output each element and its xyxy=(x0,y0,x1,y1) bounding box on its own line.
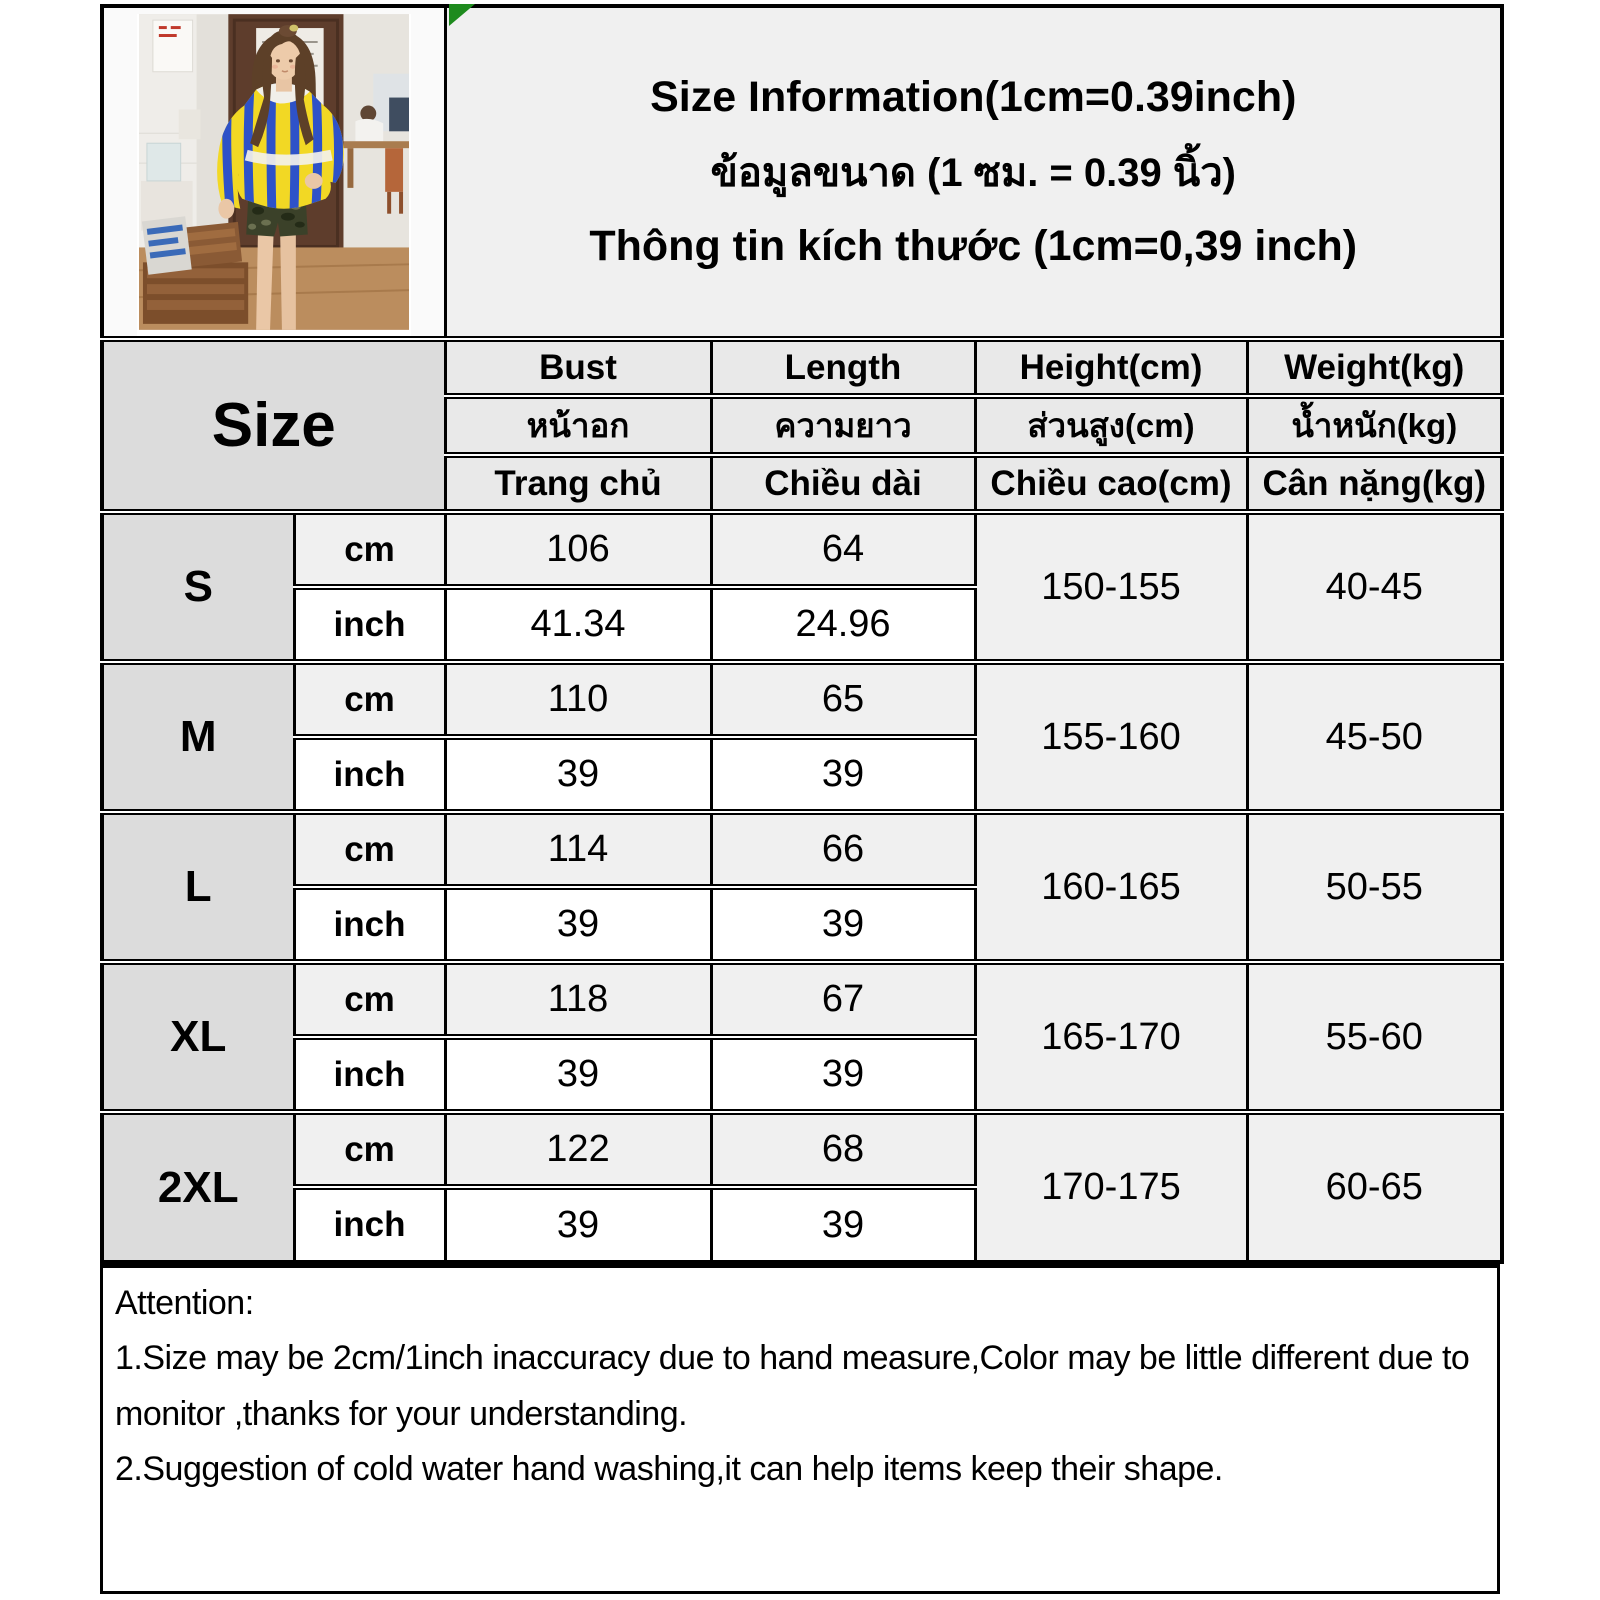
size-table xyxy=(100,4,1504,1264)
attention-note-2: 2.Suggestion of cold water hand washing,it can help items keep their shape. xyxy=(115,1450,1223,1489)
attention-title: Attention: xyxy=(115,1284,254,1322)
cell-l-length-cm: 66 xyxy=(711,812,975,887)
cell-2xl-weight: 60-65 xyxy=(1247,1112,1502,1262)
header-height-vi: Chiều cao(cm) xyxy=(975,455,1247,512)
unit-inch: inch xyxy=(294,1187,445,1262)
title-thai: ข้อมูลขนาด (1 ซม. = 0.39 นิ้ว) xyxy=(710,151,1236,195)
unit-cm: cm xyxy=(294,662,445,737)
unit-cm: cm xyxy=(294,512,445,587)
header-weight-th: น้ำหนัก(kg) xyxy=(1247,396,1502,455)
unit-cm: cm xyxy=(294,1112,445,1187)
cell-m-bust-inch: 39 xyxy=(445,737,711,812)
size-header: Size xyxy=(102,339,445,512)
product-photo-illustration xyxy=(139,14,409,330)
size-label-2xl: 2XL xyxy=(102,1112,294,1262)
unit-inch: inch xyxy=(294,737,445,812)
size-info-title-cell xyxy=(445,6,1502,339)
cell-xl-bust-inch: 39 xyxy=(445,1037,711,1112)
unit-inch: inch xyxy=(294,587,445,662)
cell-xl-length-inch: 39 xyxy=(711,1037,975,1112)
header-weight-vi: Cân nặng(kg) xyxy=(1247,455,1502,512)
cell-l-height: 160-165 xyxy=(975,812,1247,962)
cell-m-bust-cm: 110 xyxy=(445,662,711,737)
header-weight-en: Weight(kg) xyxy=(1247,339,1502,396)
cell-2xl-height: 170-175 xyxy=(975,1112,1247,1262)
header-bust-th: หน้าอก xyxy=(445,396,711,455)
cell-s-height: 150-155 xyxy=(975,512,1247,662)
unit-cm: cm xyxy=(294,962,445,1037)
header-length-th: ความยาว xyxy=(711,396,975,455)
header-bust-en: Bust xyxy=(445,339,711,396)
cell-l-length-inch: 39 xyxy=(711,887,975,962)
cell-m-length-inch: 39 xyxy=(711,737,975,812)
header-height-en: Height(cm) xyxy=(975,339,1247,396)
cell-s-bust-inch: 41.34 xyxy=(445,587,711,662)
size-chart-sheet xyxy=(100,4,1500,1594)
cell-2xl-bust-inch: 39 xyxy=(445,1187,711,1262)
cell-m-weight: 45-50 xyxy=(1247,662,1502,812)
size-label-m: M xyxy=(102,662,294,812)
header-length-en: Length xyxy=(711,339,975,396)
cell-xl-height: 165-170 xyxy=(975,962,1247,1112)
title-vietnamese: Thông tin kích thước (1cm=0,39 inch) xyxy=(589,222,1358,270)
cell-s-weight: 40-45 xyxy=(1247,512,1502,662)
cell-xl-length-cm: 67 xyxy=(711,962,975,1037)
cell-s-bust-cm: 106 xyxy=(445,512,711,587)
cell-xl-weight: 55-60 xyxy=(1247,962,1502,1112)
unit-inch: inch xyxy=(294,887,445,962)
cell-l-weight: 50-55 xyxy=(1247,812,1502,962)
header-length-vi: Chiều dài xyxy=(711,455,975,512)
product-photo-cell xyxy=(102,6,445,339)
title-english: Size Information(1cm=0.39inch) xyxy=(650,73,1297,121)
size-label-s: S xyxy=(102,512,294,662)
product-photo xyxy=(137,14,411,336)
unit-cm: cm xyxy=(294,812,445,887)
cell-m-height: 155-160 xyxy=(975,662,1247,812)
header-height-th: ส่วนสูง(cm) xyxy=(975,396,1247,455)
cell-s-length-cm: 64 xyxy=(711,512,975,587)
cell-l-bust-cm: 114 xyxy=(445,812,711,887)
cell-2xl-bust-cm: 122 xyxy=(445,1112,711,1187)
header-bust-vi: Trang chủ xyxy=(445,455,711,512)
cell-l-bust-inch: 39 xyxy=(445,887,711,962)
size-label-xl: XL xyxy=(102,962,294,1112)
unit-inch: inch xyxy=(294,1037,445,1112)
cell-2xl-length-inch: 39 xyxy=(711,1187,975,1262)
attention-note-1: 1.Size may be 2cm/1inch inaccuracy due to hand measure,Color may be little different due to monitor ,thanks for your understanding. xyxy=(115,1339,1470,1433)
cell-m-length-cm: 65 xyxy=(711,662,975,737)
cell-2xl-length-cm: 68 xyxy=(711,1112,975,1187)
cell-s-length-inch: 24.96 xyxy=(711,587,975,662)
attention-box xyxy=(100,1264,1500,1594)
size-label-l: L xyxy=(102,812,294,962)
cell-xl-bust-cm: 118 xyxy=(445,962,711,1037)
